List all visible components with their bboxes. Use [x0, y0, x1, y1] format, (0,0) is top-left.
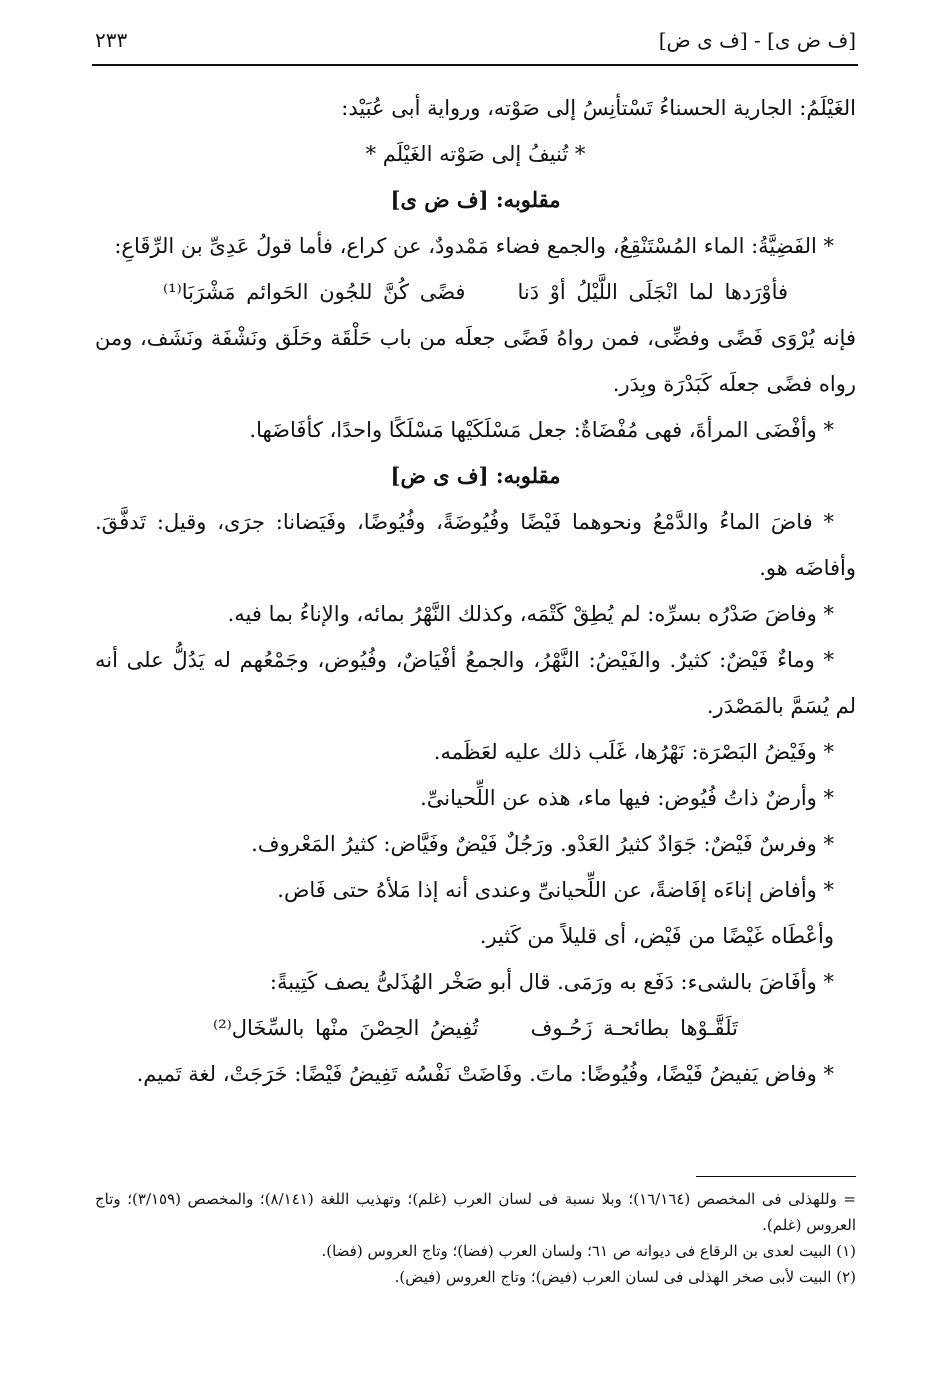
paragraph: * فاضَ الماءُ والدَّمْعُ ونحوهما فَيْضًا وفُيُوضَةً، وفُيُوضًا، وفَيَضانا: جرَى، وقيل: تَدفَّقَ. وأفاضَه هو. — [95, 510, 856, 580]
running-title: [ف ض ى] - [ف ى ض] — [658, 28, 856, 52]
verse-fragment: * تُنيفُ إلى صَوْته الغَيْلَم * — [365, 142, 586, 166]
paragraph: الغَيْلَمُ: الجارية الحسناءُ تَسْتأنِسُ إلى صَوْته، ورواية أبى عُبَيْد: — [341, 96, 856, 120]
paragraph: * وماءٌ فَيْضٌ: كثيرٌ. والفَيْضُ: النَّهْرُ، والجمعُ أفْيَاضٌ، وفُيُوض، وجَمْعُهم له يَدُلُّ على أنه لم يُسَمَّ بالمَصْدَر. — [95, 648, 856, 718]
paragraph: * وفاض يَفيضُ فَيْضًا، وفُيُوضًا: ماتَ. وفَاضَتْ نَفْسُه تَفِيضُ فَيْضًا: خَرَجَتْ، لغة تَميم. — [136, 1062, 834, 1086]
paragraph: وأعْطَاه غَيْضًا من فَيْض، أى قليلاً من كَثير. — [479, 924, 834, 948]
paragraph: فإنه يُرْوَى فَضًى وفضِّى، فمن رواهُ فَضًى جعلَه من باب حَلْقَة وحَلَق ونَشْفَة ونَشَف، ومن رواه فضًى جعلَه كَبَدْرَة وبِدَر. — [95, 326, 856, 396]
verse-second-hemistich: تُفِيضُ الحِصْنَ منْها بالسِّخَال⁽²⁾ — [213, 1016, 479, 1040]
paragraph: * الفَضِيَّةُ: الماء المُسْتَنْقِعُ، والجمع فضاء مَمْدودٌ، عن كراع، فأما قولُ عَدِىِّ بن الرِّقَاعِ: — [114, 234, 834, 258]
footnote: (٢) البيت لأبى صخر الهذلى فى لسان العرب (فيض)؛ وتاج العروس (فيض). — [394, 1268, 856, 1286]
verse-line — [95, 1005, 856, 1051]
page-number: ٢٣٣ — [95, 28, 128, 52]
verse-second-hemistich: فضًى كُنَّ للجُون الحَوائم مَشْرَبَا⁽¹⁾ — [162, 280, 466, 304]
verse-first-hemistich: فأوْرَدها لما انْجَلَى اللَّيْلُ أوْ دَنا — [517, 280, 789, 304]
paragraph: * وأرضٌ ذاتُ فُيُوض: فيها ماء، هذه عن اللِّحيانىِّ. — [420, 786, 834, 810]
main-text — [95, 85, 856, 1097]
paragraph: * وأفْضَى المرأةَ، فهى مُفْضَاةٌ: جعل مَسْلَكَيْها مَسْلَكًا واحدًا، كأفَاضَها. — [249, 418, 834, 442]
paragraph: * وأفَاضَ بالشىء: دَفَع به ورَمَى. قال أبو صَخْر الهُذَلىُّ يصف كَتِيبةً: — [269, 970, 834, 994]
paragraph: * وفاضَ صَدْرُه بسرِّه: لم يُطِقْ كَتْمَه، وكذلك النَّهْرُ بمائه، والإناءُ بما فيه. — [227, 602, 834, 626]
footnote: (١) البيت لعدى بن الرقاع فى ديوانه ص ٦١؛ ولسان العرب (فضا)؛ وتاج العروس (فضا). — [321, 1242, 856, 1260]
paragraph: * وفرسٌ فَيْضٌ: جَوَادٌ كثيرُ العَدْو. ورَجُلٌ فَيْضٌ وفَيَّاض: كثيرُ المَعْروف. — [251, 832, 834, 856]
paragraph: * وأفاض إناءَه إفَاضةً، عن اللِّحيانىِّ وعندى أنه إذا مَلأهُ حتى فَاض. — [277, 878, 834, 902]
footnote-continuation: = وللهذلى فى المخصص (١٦/١٦٤)؛ وبلا نسبة فى لسان العرب (غلم)؛ وتهذيب اللغة (٨/١٤١)؛ والمخصص (٣/١٥٩)؛ وتاج العروس (غلم). — [95, 1190, 856, 1234]
footnote-rule — [696, 1176, 856, 1177]
verse-first-hemistich: تَلَقَّـوْها بطائحـة زَحُـوف — [530, 1016, 738, 1040]
paragraph: * وفَيْضُ البَصْرَة: نَهْرُها، غَلَب ذلك عليه لعَظَمه. — [433, 740, 834, 764]
section-heading: مقلوبه: [ف ى ض] — [390, 463, 561, 488]
section-heading: مقلوبه: [ف ض ى] — [390, 187, 561, 212]
verse-line — [95, 269, 856, 315]
header-rule — [92, 64, 858, 66]
footnotes — [95, 1186, 856, 1290]
running-header — [95, 28, 856, 62]
